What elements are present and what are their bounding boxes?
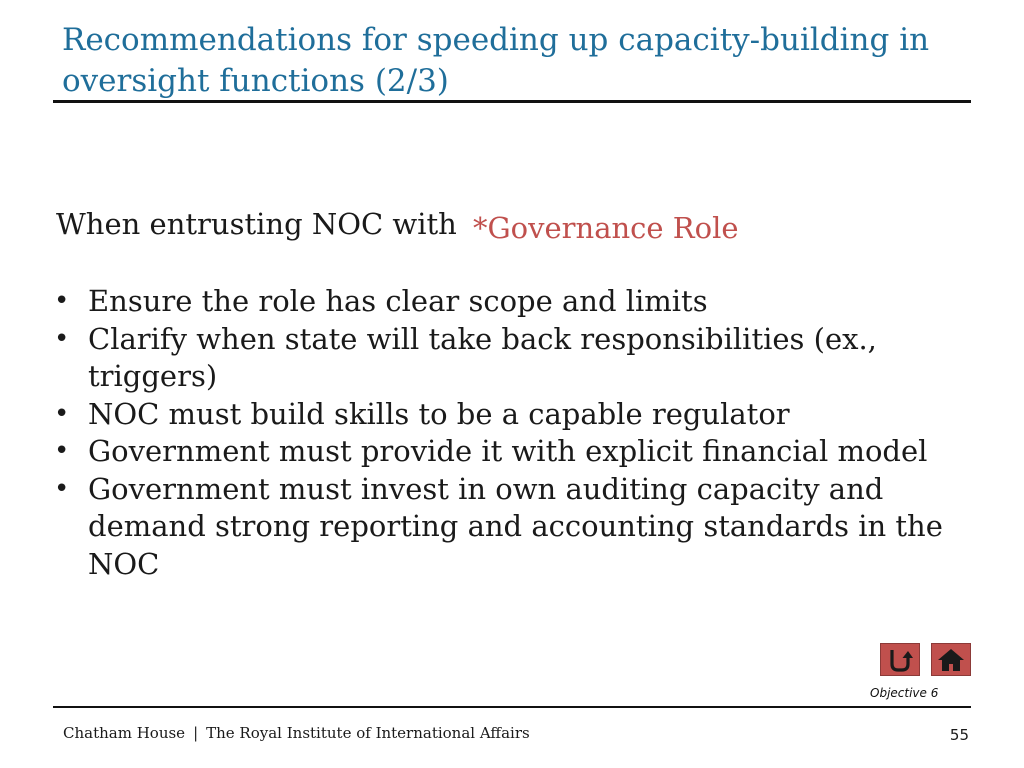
- objective-label[interactable]: Objective 6: [870, 686, 939, 700]
- bullet-text: Clarify when state will take back responsibilities (ex., triggers): [88, 321, 877, 393]
- home-button[interactable]: [931, 643, 971, 676]
- bullet-text: Government must invest in own auditing capacity and demand strong reporting and accounting standards in the NOC: [88, 471, 943, 581]
- home-icon: [937, 648, 965, 672]
- footer-text: [63, 724, 530, 742]
- bullet-text: NOC must build skills to be a capable regulator: [88, 396, 790, 431]
- governance-role-tag: *Governance Role: [473, 211, 739, 245]
- bullet-text: Government must provide it with explicit financial model: [88, 434, 928, 468]
- u-turn-back-icon: [887, 647, 913, 673]
- bullet-list: [54, 283, 954, 583]
- bullet-marker: •: [54, 436, 70, 466]
- footer-separator: |: [193, 724, 199, 742]
- bullet-item: [54, 396, 954, 434]
- slide-title: Recommendations for speeding up capacity-building in oversight functions (2/3): [62, 22, 930, 99]
- bullet-marker: •: [54, 473, 70, 504]
- title-divider: [53, 100, 971, 103]
- bullet-marker: •: [54, 323, 70, 354]
- page-number: 55: [949, 726, 969, 744]
- bullet-item: [54, 471, 954, 584]
- bullet-item: [54, 283, 954, 321]
- bullet-marker: •: [54, 398, 70, 429]
- footer-divider: [53, 706, 971, 708]
- bullet-item: [54, 433, 954, 471]
- intro-text: When entrusting NOC with: [56, 207, 457, 241]
- bullet-marker: •: [54, 286, 70, 316]
- bullet-text: Ensure the role has clear scope and limits: [88, 284, 708, 318]
- footer-org: Chatham House: [63, 724, 186, 742]
- back-button[interactable]: [880, 643, 920, 676]
- bullet-item: [54, 321, 954, 396]
- footer-institute: The Royal Institute of International Affairs: [206, 724, 530, 742]
